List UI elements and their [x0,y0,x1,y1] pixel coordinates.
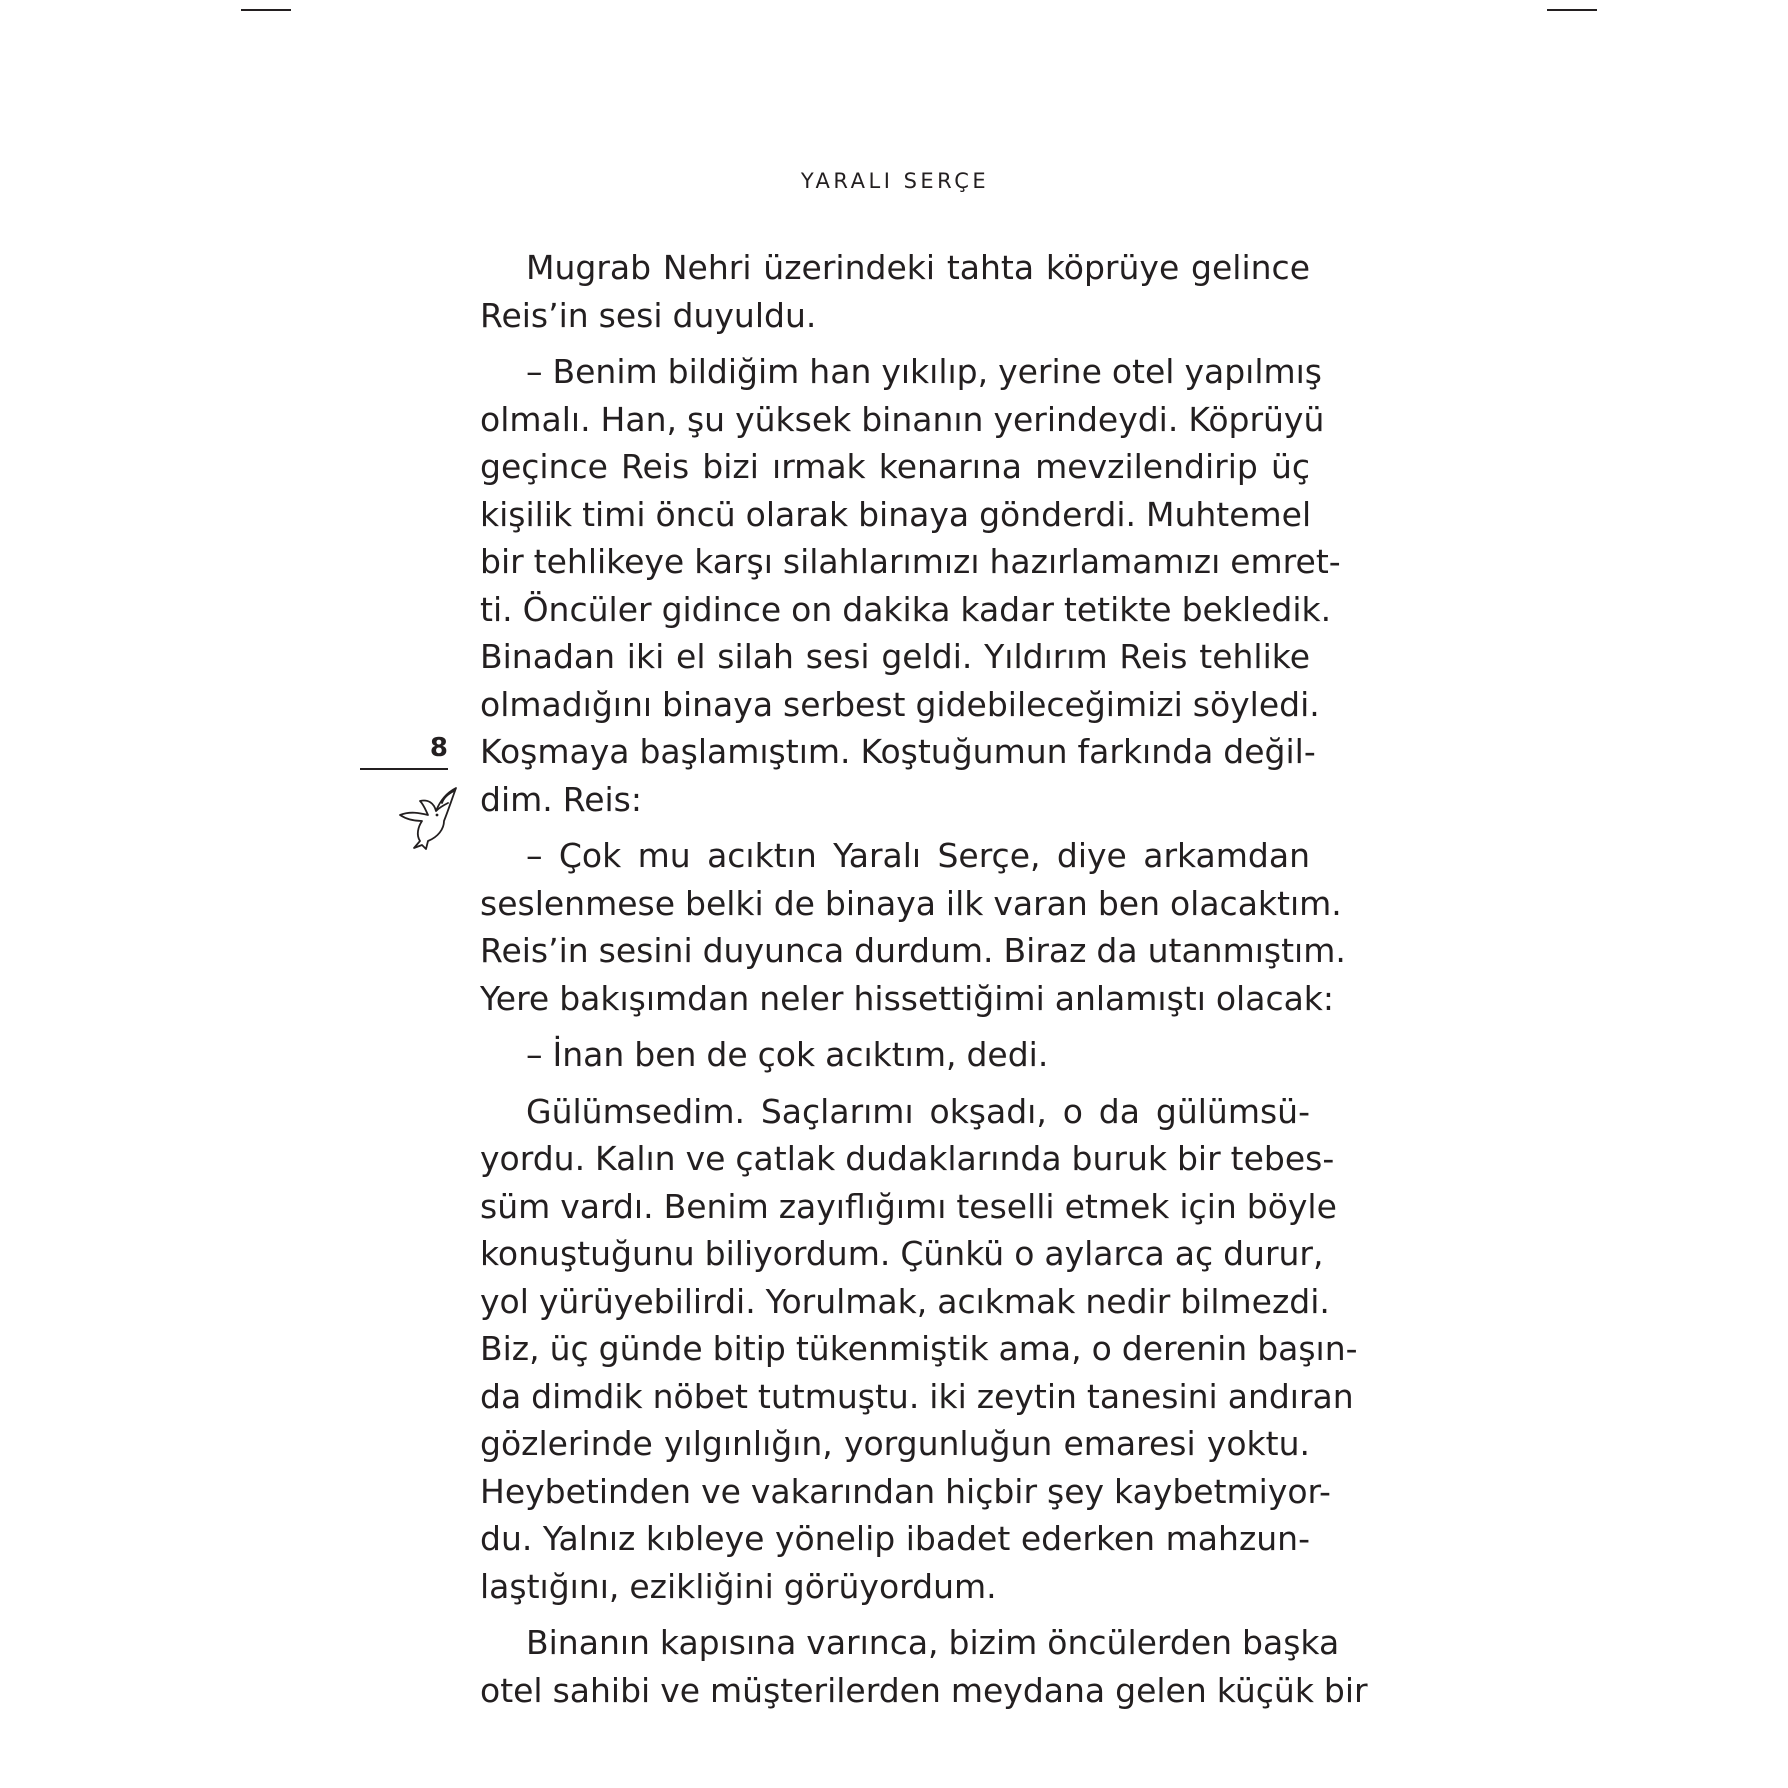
text-line: Yere bakışımdan neler hissettiğimi anlamıştı olacak: [480,978,1335,1018]
text-line: konuştuğunu biliyordum. Çünkü o aylarca aç durur, [480,1234,1324,1273]
text-line: olmadığını binaya serbest gidebileceğimizi söyledi. [480,684,1320,724]
text-line: Gülümsedim. Saçlarımı okşadı, o da gülümsü- [526,1091,1310,1131]
text-line: kişilik timi öncü olarak binaya gönderdi. Muhtemel [480,494,1312,534]
running-head: YARALI SERÇE [800,169,990,193]
text-line: geçince Reis bizi ırmak kenarına mevzilendirip üç [480,447,1310,486]
paragraph [480,348,1341,823]
text-line: du. Yalnız kıbleye yönelip ibadet ederken mahzun- [480,1519,1310,1558]
text-line: – İnan ben de çok acıktım, dedi. [526,1035,1049,1074]
crop-mark-right [1547,9,1597,11]
dove-icon [398,785,460,851]
text-line: bir tehlikeye karşı silahlarımızı hazırlamamızı emret- [480,542,1341,581]
text-line: gözlerinde yılgınlığın, yorgunluğun emaresi yoktu. [480,1424,1310,1463]
body-text [480,244,1368,1723]
page-number: 8 [429,733,448,763]
text-line: yordu. Kalın ve çatlak dudaklarında buruk bir tebes- [480,1139,1335,1178]
text-line: Reis’in sesini duyunca durdum. Biraz da utanmıştım. [480,931,1346,970]
text-line: Koşmaya başlamıştım. Koştuğumun farkında değil- [480,732,1316,771]
paragraph [480,1088,1358,1611]
text-line: yol yürüyebilirdi. Yorulmak, acıkmak nedir bilmezdi. [480,1281,1330,1321]
text-line: otel sahibi ve müşterilerden meydana gelen küçük bir [480,1670,1368,1710]
text-line: seslenmese belki de binaya ilk varan ben olacaktım. [480,883,1342,923]
page-number-rule [360,768,448,770]
text-line: dim. Reis: [480,779,642,819]
text-line: süm vardı. Benim zayıflığımı teselli etmek için böyle [480,1186,1337,1226]
text-line: Mugrab Nehri üzerindeki tahta köprüye gelince [526,248,1310,287]
paragraph [480,244,1310,339]
text-line: Heybetinden ve vakarından hiçbir şey kaybetmiyor- [480,1471,1331,1511]
text-line: ti. Öncüler gidince on dakika kadar tetikte bekledik. [480,589,1332,629]
text-line: laştığını, ezikliğini görüyordum. [480,1566,997,1606]
text-line: Reis’in sesi duyuldu. [480,295,817,335]
text-line: da dimdik nöbet tutmuştu. iki zeytin tanesini andıran [480,1376,1354,1416]
paragraph [480,1619,1368,1714]
text-line: Binanın kapısına varınca, bizim öncülerden başka [526,1623,1340,1662]
crop-mark-left [241,9,291,11]
text-line: – Çok mu acıktın Yaralı Serçe, diye arkamdan [526,836,1310,875]
paragraph [480,1031,1310,1079]
text-line: Binadan iki el silah sesi geldi. Yıldırım Reis tehlike [480,637,1310,676]
text-line: – Benim bildiğim han yıkılıp, yerine otel yapılmış [526,352,1322,391]
paragraph [480,832,1346,1022]
text-line: olmalı. Han, şu yüksek binanın yerindeydi. Köprüyü [480,399,1325,439]
text-line: Biz, üç günde bitip tükenmiştik ama, o derenin başın- [480,1329,1358,1368]
